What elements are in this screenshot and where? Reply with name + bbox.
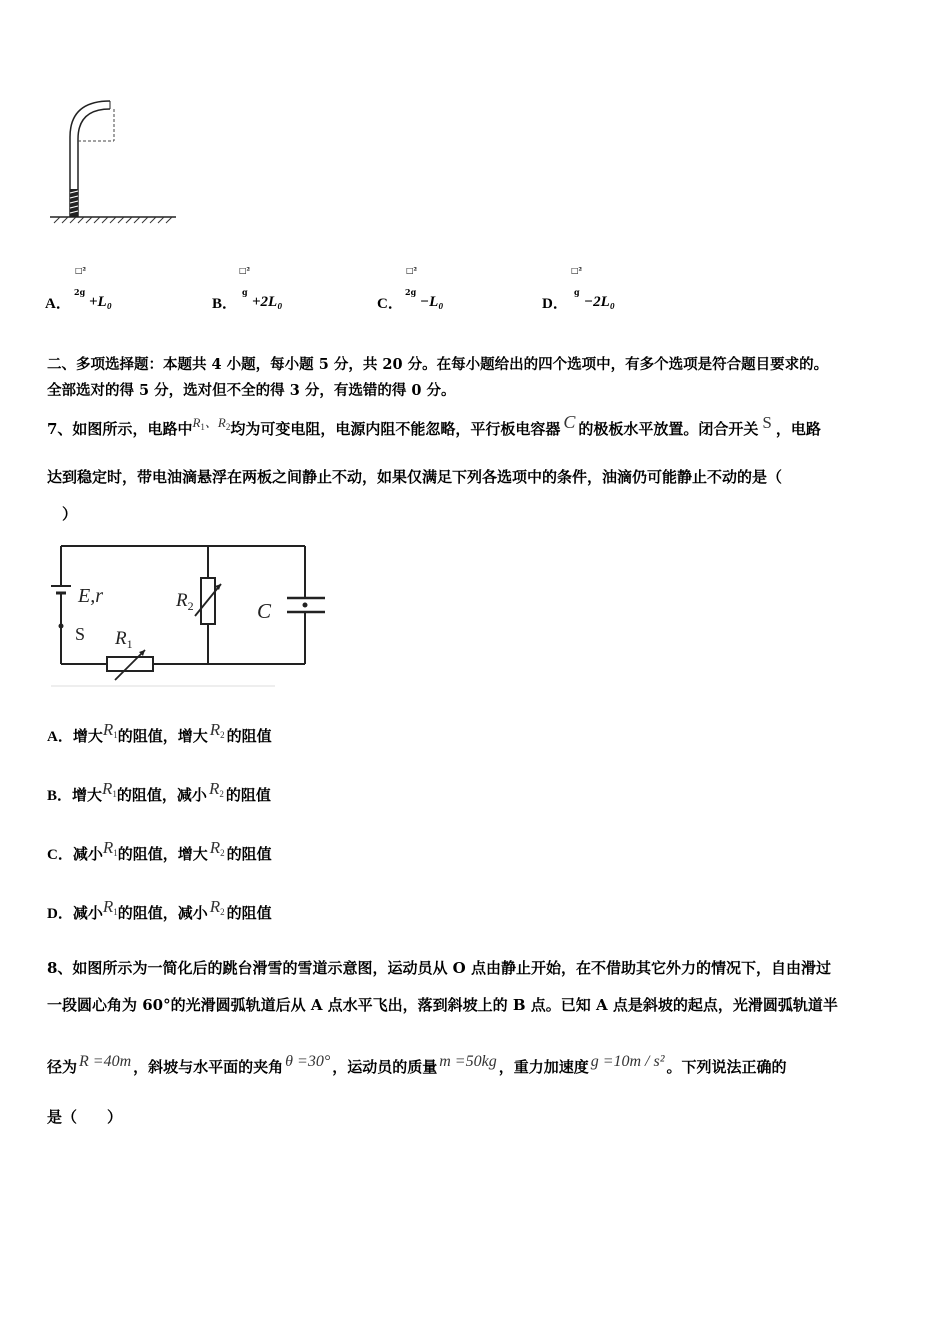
q8-stem-line4: 是（ ） [47,1108,123,1126]
circuit-label-r2: $R_2$ [176,590,194,613]
option-letter: A． [45,296,71,312]
fraction-numerator: □² [406,265,418,275]
option-expression: −L₀ [420,294,444,310]
option-expression: −2L₀ [584,294,615,310]
q7-stem-line3: ） [62,505,78,523]
fraction-denominator: g [242,287,248,297]
circuit-diagram [45,538,335,688]
fraction-numerator: □² [239,265,251,275]
q6-option-c[interactable] [377,265,487,315]
section-heading-line2: 全部选对的得 5 分，选对但不全的得 3 分，有选错的得 0 分。 [47,382,456,399]
q8-stem-line1: 8、如图所示为一简化后的跳台滑雪的雪道示意图，运动员从 O 点由静止开始，在不借助其它外力的情况下，自由滑过 [47,959,831,977]
option-letter: D． [542,296,568,312]
tube-spring-figure [48,95,183,225]
q7-option-d[interactable]: D．减小$R_1$的阻值，减小 $R_2$ 的阻值 [47,897,272,922]
fraction-denominator: 2g [74,287,86,297]
circuit-label-c: C [257,599,272,623]
q7-option-b[interactable]: B．增大$R_1$的阻值，减小 $R_2$ 的阻值 [47,779,271,804]
q7-stem-line1: 7、如图所示，电路中$R_1$、$R_2$均为可变电阻，电源内阻不能忽略，平行板电容器 C 的极板水平放置。闭合开关 S ，电路 [47,412,821,438]
circuit-label-er: E,r [78,585,103,607]
option-expression: +2L₀ [252,294,283,310]
circuit-label-s: S [75,624,86,644]
fraction-numerator: □² [571,265,583,275]
q7-option-a[interactable]: A．增大$R_1$的阻值，增大 $R_2$ 的阻值 [47,720,272,745]
fraction-denominator: 2g [405,287,417,297]
circuit-label-r1: $R_1$ [115,628,133,651]
q7-option-c[interactable]: C．减小$R_1$的阻值，增大 $R_2$ 的阻值 [47,838,272,863]
q6-option-d[interactable] [542,265,652,315]
q8-stem-line2: 一段圆心角为 60°的光滑圆弧轨道后从 A 点水平飞出，落到斜坡上的 B 点。已知 A 点是斜坡的起点，光滑圆弧轨道半 [47,996,838,1014]
fraction-denominator: g [574,287,580,297]
q6-option-b[interactable] [212,265,322,315]
option-letter: C． [377,296,403,312]
option-letter: B． [212,296,238,312]
q6-option-a[interactable] [45,265,155,315]
section-heading: 二、多项选择题：本题共 4 小题，每小题 5 分，共 20 分。在每小题给出的四个选项中，有多个选项是符合题目要求的。 [47,356,829,373]
fraction-numerator: □² [75,265,87,275]
option-expression: +L₀ [89,294,112,310]
q8-stem-line3: 径为 R =40m ，斜坡与水平面的夹角 θ =30° ，运动员的质量 m =50kg ，重力加速度 g =10m / s² 。下列说法正确的 [47,1053,787,1076]
q7-stem-line2: 达到稳定时，带电油滴悬浮在两板之间静止不动，如果仅满足下列各选项中的条件，油滴仍可能静止不动的是（ [47,468,783,486]
